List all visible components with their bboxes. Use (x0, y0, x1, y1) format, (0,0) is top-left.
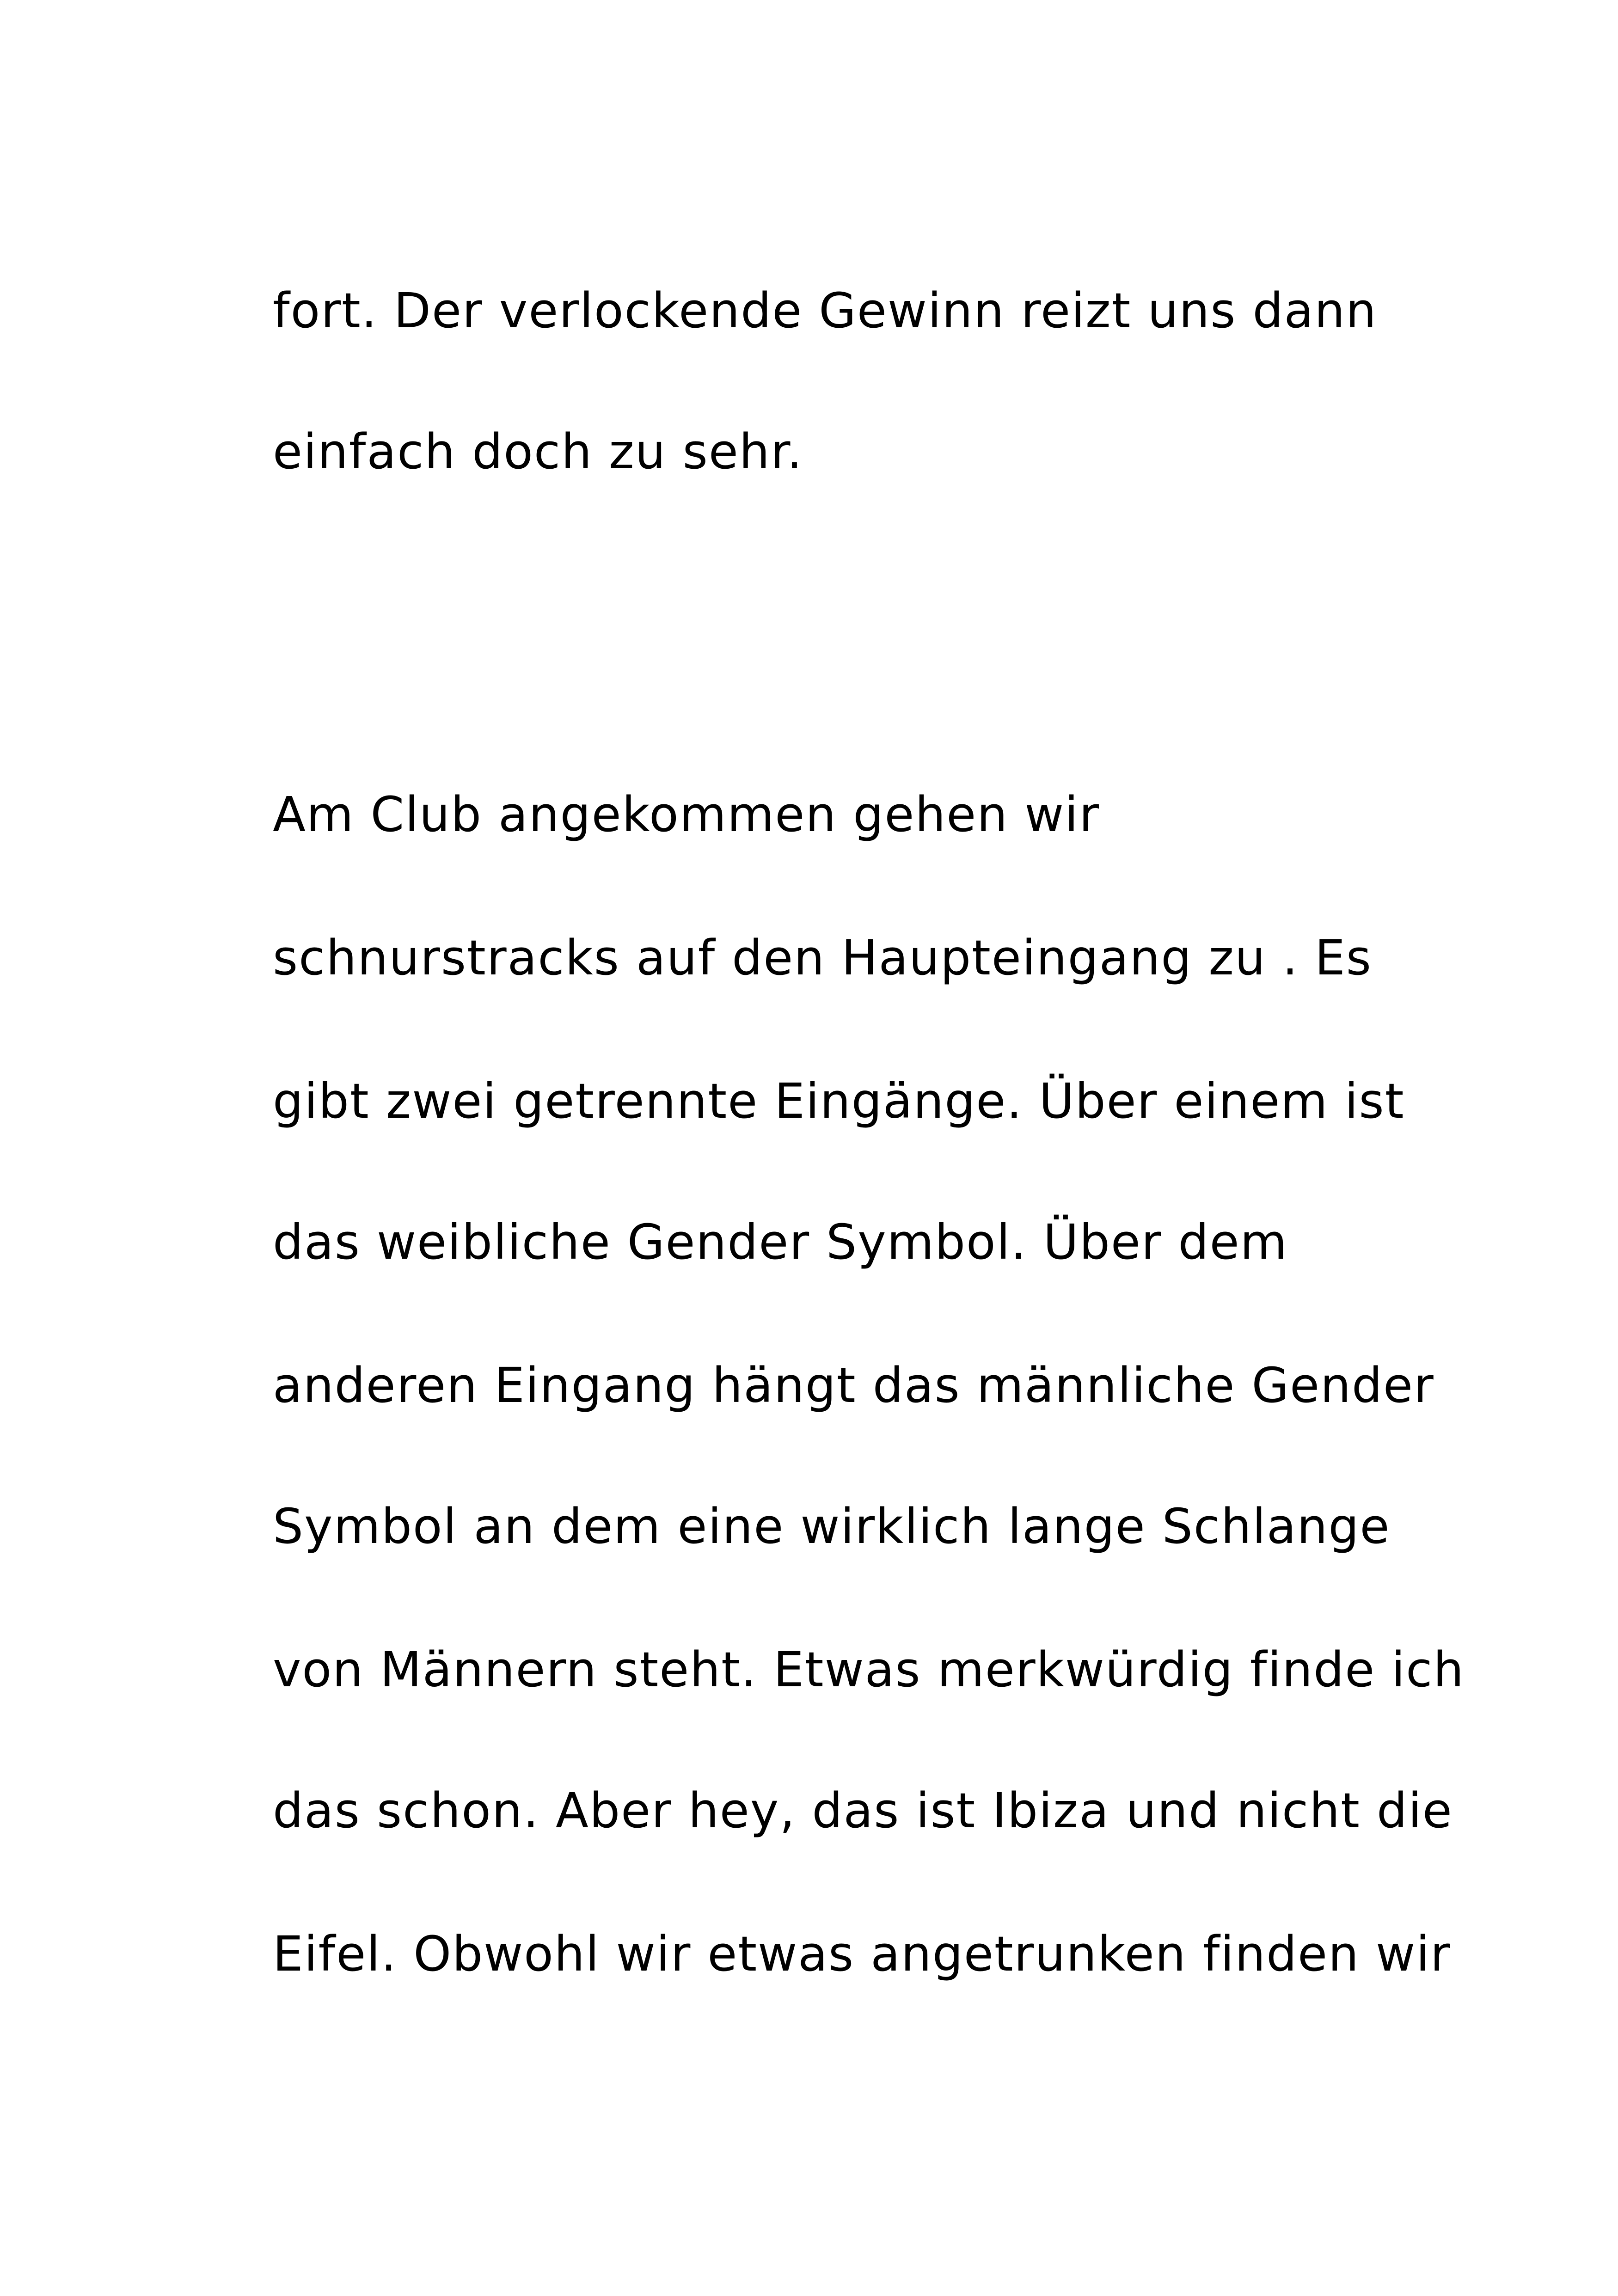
text-line: fort. Der verlockende Gewinn reizt uns dann (273, 282, 1378, 339)
text-line: Eifel. Obwohl wir etwas angetrunken finden wir (273, 1926, 1451, 1982)
text-line: von Männern steht. Etwas merkwürdig finde ich (273, 1641, 1465, 1698)
text-line: Symbol an dem eine wirklich lange Schlange (273, 1498, 1391, 1555)
text-line: einfach doch zu sehr. (273, 423, 803, 480)
text-line: gibt zwei getrennte Eingänge. Über einem ist (273, 1073, 1405, 1129)
text-line: Am Club angekommen gehen wir (273, 786, 1100, 843)
text-line: anderen Eingang hängt das männliche Gender (273, 1357, 1434, 1414)
text-line: das weibliche Gender Symbol. Über dem (273, 1214, 1288, 1270)
text-line: das schon. Aber hey, das ist Ibiza und nicht die (273, 1782, 1453, 1839)
text-line: schnurstracks auf den Haupteingang zu . Es (273, 930, 1372, 986)
